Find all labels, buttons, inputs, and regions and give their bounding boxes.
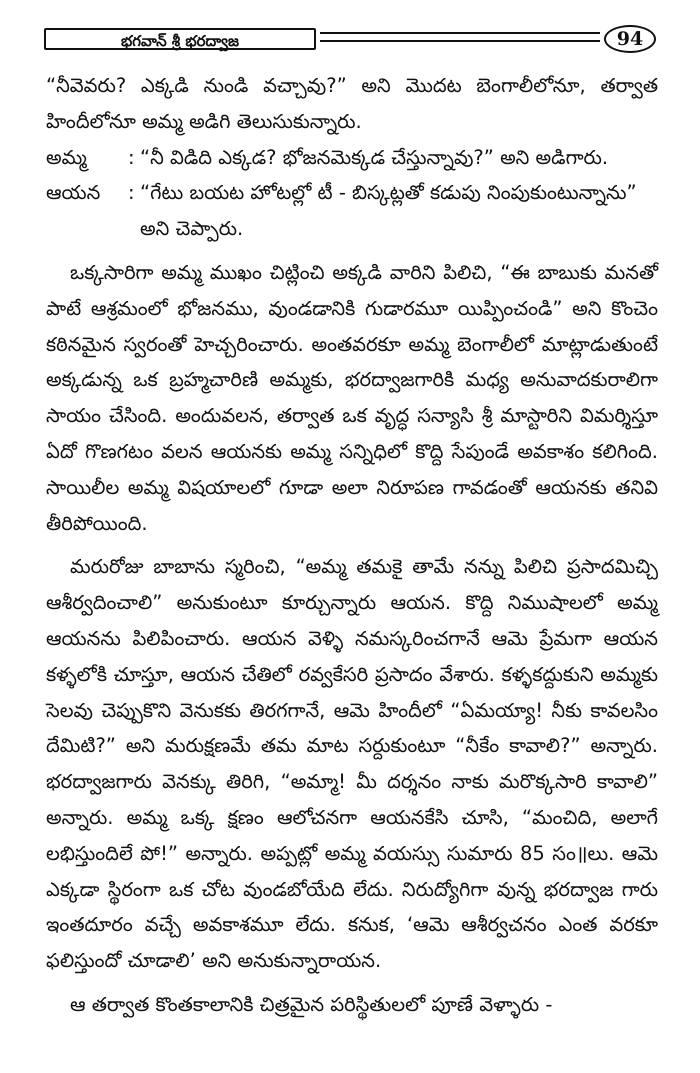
dialogue-text: “నీ విడిది ఎక్కడ? భోజనమెక్కడ చేస్తున్నావు?” అని అడిగారు. (140, 145, 609, 169)
dialogue-text: “గేటు బయట హోటల్లో టీ - బిస్కట్లతో కడుపు నింపుకుంటున్నాను” (140, 181, 637, 205)
page-body (46, 68, 658, 1023)
dialogue-speaker: అమ్మ (46, 145, 87, 169)
paragraph-1: “నీవెవరు? ఎక్కడి నుండి వచ్చావు?” అని మొదట బెంగాలీలోనూ, తర్వాత హిందీలోనూ అమ్మ అడిగి తెలుసుకున్నారు. (46, 74, 658, 133)
dialogue-line-amma (46, 140, 658, 176)
running-title: భగవాన్ శ్రీ భరద్వాజ (44, 28, 316, 50)
dialogue-colon: : (128, 181, 135, 205)
paragraph-4: ఆ తర్వాత కొంతకాలానికి చిత్రమైన పరిస్థితులలో పూణే వెళ్ళారు - (70, 992, 553, 1016)
paragraph-2: ఒక్కసారిగా అమ్మ ముఖం చిట్లించి అక్కడి వారిని పిలిచి, “ఈ బాబుకు మనతో పాటే ఆశ్రమంలో భోజనము, వుండడానికి గుడారమూ యిప్పించండి” అని కొంచెం కఠినమైన స్వరంతో హెచ్చరించారు. అంతవరకూ అమ్మ బెంగాలీలో మాట్లాడుతుంటే అక్కడున్న ఒక బ్రహ్మచారిణి అమ్మకు, భరద్వాజగారికి మధ్య అనువాదకురాలిగా సాయం చేసింది. అందువలన, తర్వాత ఒక వృద్ధ సన్యాసి శ్రీ మాస్టారిని విమర్శిస్తూ ఏదో గొణగటం వలన ఆయనకు అమ్మ సన్నిధిలో కొద్ది సేపుండే అవకాశం కలిగింది. సాయిలీల అమ్మ విషయాలలో గూడా అలా నిరూపణ గావడంతో ఆయనకు తనివి తీరిపోయింది. (46, 260, 658, 535)
header-double-rule (320, 32, 600, 42)
page-header (44, 22, 656, 56)
dialogue-colon: : (128, 145, 135, 169)
paragraph-3: మరురోజు బాబాను స్మరించి, “అమ్మ తమకై తామే నన్ను పిలిచి ప్రసాదమిచ్చి ఆశీర్వదించాలి” అనుకుంటూ కూర్చున్నారు ఆయన. కొద్ది నిముషాలలో అమ్మ ఆయనను పిలిపించారు. ఆయన వెళ్ళి నమస్కరించగానే ఆమె ప్రేమగా ఆయన కళ్ళలోకి చూస్తూ, ఆయన చేతిలో రవ్వకేసరి ప్రసాదం వేశారు. కళ్ళకద్దుకుని అమ్మకు సెలవు చెప్పుకొని వెనుకకు తిరగగానే, ఆమె హిందీలో “ఏమయ్యా! నీకు కావలసిం దేమిటి?” అని మరుక్షణమే తమ మాట సర్దుకుంటూ “నీకేం కావాలి?” అన్నారు. భరద్వాజగారు వెనక్కు తిరిగి, “అమ్మా! మీ దర్శనం నాకు మరొక్కసారి కావాలి” అన్నారు. అమ్మ ఒక్క క్షణం ఆలోచనగా ఆయనకేసి చూసి, “మంచిది, అలాగే లభిస్తుందిలే పో!” అన్నారు. అప్పట్లో అమ్మ వయస్సు సుమారు 85 సం॥లు. ఆమె ఎక్కడా స్థిరంగా ఒక చోట వుండబోయేది లేదు. నిరుద్యోగిగా వున్న భరద్వాజ గారు ఇంతదూరం వచ్చే అవకాశమూ లేదు. కనుక, ‘ఆమె ఆశీర్వచనం ఎంత వరకూ ఫలిస్తుందో చూడాలి’ అని అనుకున్నారాయన. (46, 555, 658, 973)
page-number: 94 (604, 25, 656, 53)
dialogue-continuation: అని చెప్పారు. (140, 217, 244, 241)
dialogue-line-ayana (46, 175, 658, 211)
dialogue-speaker: ఆయన (46, 181, 101, 205)
